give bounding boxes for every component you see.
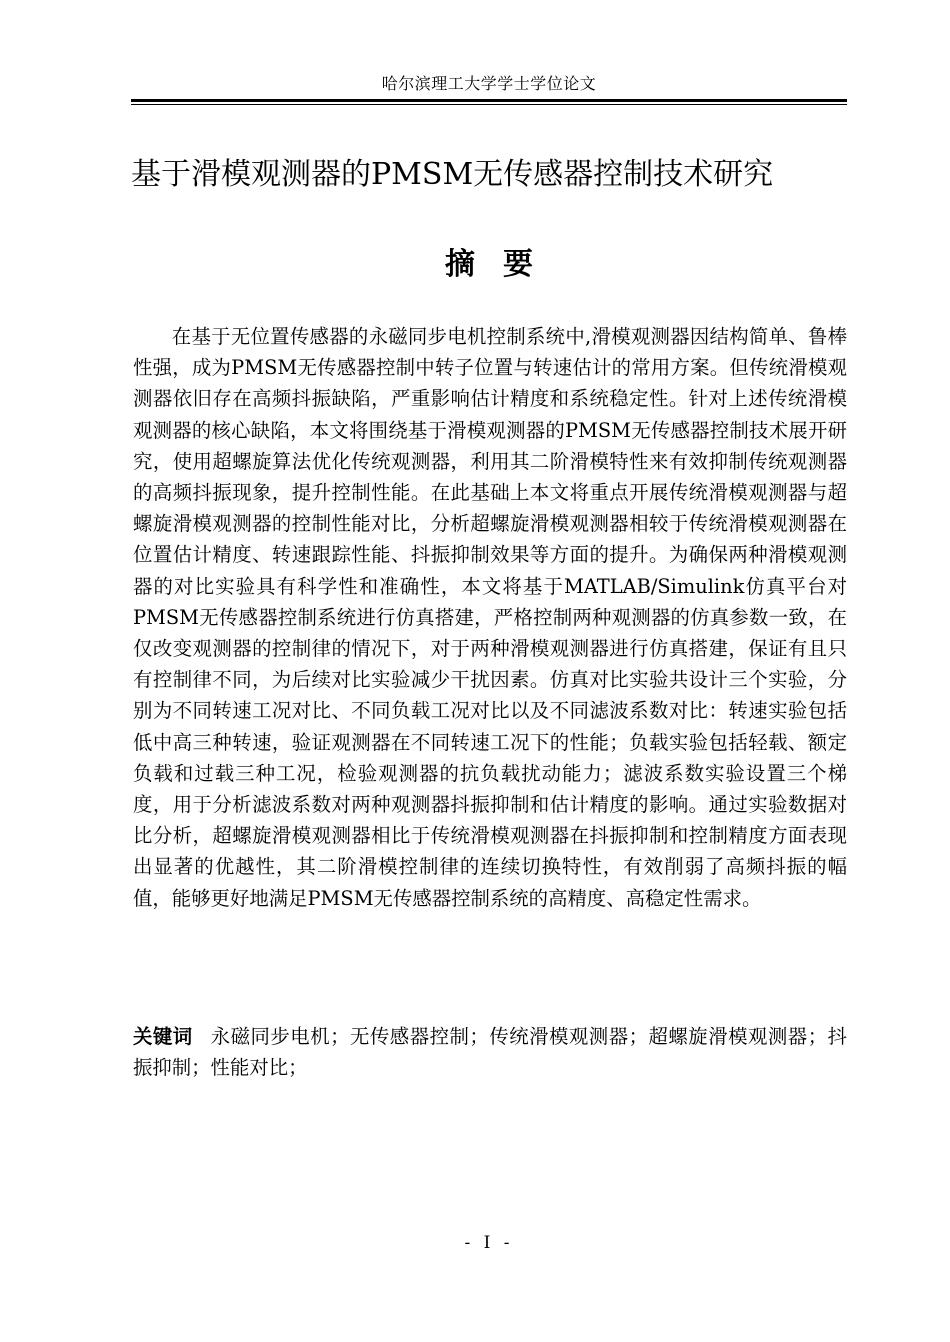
thesis-title: 基于滑模观测器的PMSM无传感器控制技术研究 xyxy=(131,157,774,192)
header-rule-thin xyxy=(131,104,847,105)
keywords-paragraph xyxy=(133,1021,847,1083)
keywords-text: 永磁同步电机；无传感器控制；传统滑模观测器；超螺旋滑模观测器；抖振抑制；性能对比； xyxy=(133,1025,848,1080)
page-number: - I - xyxy=(464,1233,514,1253)
running-header: 哈尔滨理工大学学士学位论文 xyxy=(381,74,597,93)
header-rule xyxy=(131,99,847,107)
abstract-body: 在基于无位置传感器的永磁同步电机控制系统中,滑模观测器因结构简单、鲁棒性强，成为PMSM无传感器控制中转子位置与转速估计的常用方案。但传统滑模观测器依旧存在高频抖振缺陷，严重影响估计精度和系统稳定性。针对上述传统滑模观测器的核心缺陷，本文将围绕基于滑模观测器的PMSM无传感器控制技术展开研究，使用超螺旋算法优化传统观测器，利用其二阶滑模特性来有效抑制传统观测器的高频抖振现象，提升控制性能。在此基础上本文将重点开展传统滑模观测器与超螺旋滑模观测器的控制性能对比，分析超螺旋滑模观测器相较于传统滑模观测器在位置估计精度、转速跟踪性能、抖振抑制效果等方面的提升。为确保两种滑模观测器的对比实验具有科学性和准确性，本文将基于MATLAB/Simulink仿真平台对PMSM无传感器控制系统进行仿真搭建，严格控制两种观测器的仿真参数一致，在仅改变观测器的控制律的情况下，对于两种滑模观测器进行仿真搭建，保证有且只有控制律不同，为后续对比实验减少干扰因素。仿真对比实验共设计三个实验，分别为不同转速工况对比、不同负载工况对比以及不同滤波系数对比：转速实验包括低中高三种转速，验证观测器在不同转速工况下的性能；负载实验包括轻载、额定负载和过载三种工况，检验观测器的抗负载扰动能力；滤波系数实验设置三个梯度，用于分析滤波系数对两种观测器抖振抑制和估计精度的影响。通过实验数据对比分析，超螺旋滑模观测器相比于传统滑模观测器在抖振抑制和控制精度方面表现出显著的优越性，其二阶滑模控制律的连续切换特性，有效削弱了高频抖振的幅值，能够更好地满足PMSM无传感器控制系统的高精度、高稳定性需求。 xyxy=(133,325,847,910)
header-rule-thick xyxy=(131,99,847,102)
abstract-heading: 摘要 xyxy=(445,247,561,282)
keywords-label: 关键词 xyxy=(133,1025,193,1048)
